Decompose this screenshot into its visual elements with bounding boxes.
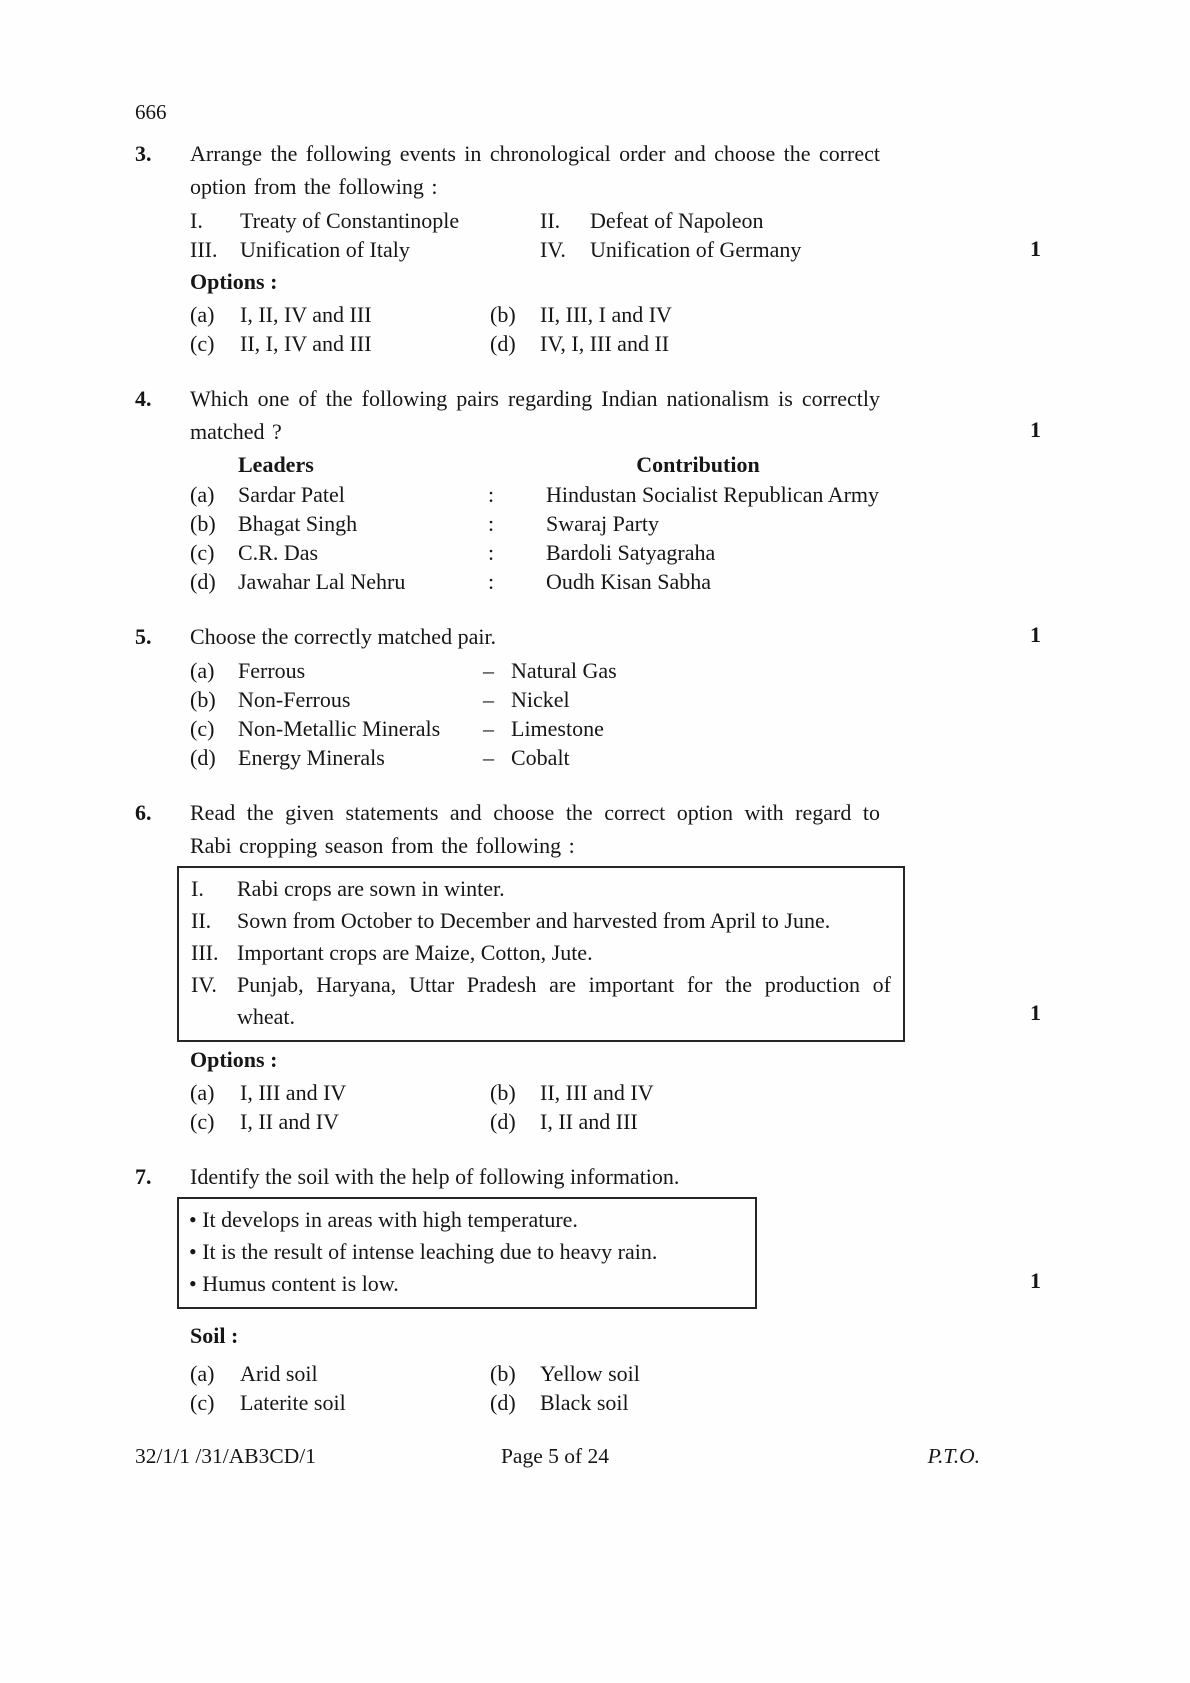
- question-4: [135, 382, 1130, 596]
- options-list: [190, 300, 905, 358]
- marks-value: 1: [1030, 1000, 1041, 1025]
- option-text: IV, I, III and II: [540, 331, 670, 356]
- pair-left: Ferrous: [238, 658, 306, 683]
- statement-text: Punjab, Haryana, Uttar Pradesh are important for the production of wheat.: [237, 972, 891, 1029]
- question-number: 5.: [135, 624, 152, 649]
- pair-left: Energy Minerals: [238, 745, 385, 770]
- separator: :: [488, 569, 495, 594]
- paper-code: 32/1/1 /31/AB3CD/1: [135, 1444, 316, 1468]
- dash: –: [483, 745, 494, 770]
- clue-bullet: • Humus content is low.: [189, 1271, 399, 1296]
- option-key: (b): [490, 1080, 516, 1105]
- option-key: (c): [190, 1390, 215, 1415]
- statement-text: Rabi crops are sown in winter.: [237, 876, 505, 901]
- option-key: (a): [190, 1361, 215, 1386]
- option-text: I, III and IV: [240, 1080, 347, 1105]
- event-num: I.: [190, 208, 203, 233]
- option-text: Laterite soil: [240, 1390, 346, 1415]
- option-key: (c): [190, 1109, 215, 1134]
- question-number: 6.: [135, 800, 152, 825]
- pair-right: Natural Gas: [511, 658, 617, 683]
- clues-box: [177, 1197, 757, 1309]
- question-text: Read the given statements and choose the correct option with regard to Rabi cropping season from the following :: [190, 800, 880, 858]
- contribution-text: Hindustan Socialist Republican Army: [546, 482, 880, 507]
- statement-num: IV.: [191, 972, 217, 997]
- question-6: [135, 796, 1130, 1136]
- question-3: [135, 137, 1130, 358]
- question-5: [135, 620, 1130, 772]
- pair-right: Limestone: [511, 716, 604, 741]
- statements-list: [191, 873, 891, 1033]
- options-label: Options :: [190, 269, 278, 294]
- question-body: [190, 1160, 905, 1417]
- row-key: (a): [190, 658, 215, 683]
- question-number: 3.: [135, 141, 152, 166]
- separator: :: [488, 482, 495, 507]
- statement-text: Sown from October to December and harvested from April to June.: [237, 908, 831, 933]
- pair-right: Nickel: [511, 687, 570, 712]
- option-text: I, II, IV and III: [240, 302, 372, 327]
- pair-right: Cobalt: [511, 745, 570, 770]
- option-text: I, II and III: [540, 1109, 638, 1134]
- leader-name: C.R. Das: [238, 540, 319, 565]
- leader-name: Jawahar Lal Nehru: [238, 569, 406, 594]
- question-text: Which one of the following pairs regarding Indian nationalism is correctly matched ?: [190, 386, 880, 444]
- row-key: (c): [190, 540, 215, 565]
- page-indicator-text: Page 5 of 24: [500, 1444, 610, 1468]
- contribution-text: Oudh Kisan Sabha: [546, 569, 711, 594]
- leader-name: Sardar Patel: [238, 482, 345, 507]
- option-key: (b): [490, 302, 516, 327]
- marks-value: 1: [1030, 622, 1041, 647]
- option-text: Yellow soil: [540, 1361, 640, 1386]
- option-key: (b): [490, 1361, 516, 1386]
- option-key: (d): [490, 1109, 516, 1134]
- column-header-leaders: Leaders: [238, 452, 314, 477]
- question-text: Choose the correctly matched pair.: [190, 624, 497, 649]
- options-label: Options :: [190, 1047, 278, 1072]
- row-key: (b): [190, 511, 216, 536]
- option-text: Black soil: [540, 1390, 629, 1415]
- corner-code: 666: [135, 100, 167, 124]
- question-7: [135, 1160, 1130, 1417]
- soil-label: Soil :: [190, 1323, 239, 1348]
- option-key: (a): [190, 1080, 215, 1105]
- pto-label: P.T.O.: [927, 1444, 980, 1468]
- question-text: Arrange the following events in chronological order and choose the correct option from the following :: [190, 141, 880, 199]
- event-text: Treaty of Constantinople: [240, 208, 460, 233]
- separator: :: [488, 511, 495, 536]
- options-list: [190, 1078, 905, 1136]
- question-body: [190, 796, 905, 1136]
- match-table-rows: [190, 480, 905, 596]
- row-key: (d): [190, 745, 216, 770]
- page-footer: [135, 1444, 1130, 1504]
- pair-rows: [190, 656, 905, 772]
- row-key: (b): [190, 687, 216, 712]
- option-text: I, II and IV: [240, 1109, 339, 1134]
- dash: –: [483, 687, 494, 712]
- event-num: III.: [190, 237, 218, 262]
- option-text: II, I, IV and III: [240, 331, 372, 356]
- option-text: II, III and IV: [540, 1080, 654, 1105]
- row-key: (d): [190, 569, 216, 594]
- contribution-text: Bardoli Satyagraha: [546, 540, 716, 565]
- event-text: Unification of Italy: [240, 237, 410, 262]
- event-num: II.: [540, 208, 561, 233]
- dash: –: [483, 716, 494, 741]
- option-text: II, III, I and IV: [540, 302, 672, 327]
- option-key: (c): [190, 331, 215, 356]
- question-number: 4.: [135, 386, 152, 411]
- statement-text: Important crops are Maize, Cotton, Jute.: [237, 940, 593, 965]
- statement-num: I.: [191, 876, 204, 901]
- leader-name: Bhagat Singh: [238, 511, 358, 536]
- clue-bullet: • It is the result of intense leaching due to heavy rain.: [189, 1239, 658, 1264]
- marks-value: 1: [1030, 236, 1041, 261]
- match-table-header: [190, 450, 905, 480]
- question-body: [190, 620, 905, 772]
- statement-num: III.: [191, 940, 219, 965]
- row-key: (a): [190, 482, 215, 507]
- pair-left: Non-Metallic Minerals: [238, 716, 441, 741]
- options-list: [190, 1359, 905, 1417]
- event-text: Unification of Germany: [590, 237, 802, 262]
- marks-value: 1: [1030, 1268, 1041, 1293]
- page-indicator: [420, 1444, 690, 1469]
- marks-value: 1: [1030, 417, 1041, 442]
- option-key: (a): [190, 302, 215, 327]
- pair-left: Non-Ferrous: [238, 687, 351, 712]
- contribution-text: Swaraj Party: [546, 511, 660, 536]
- question-number: 7.: [135, 1164, 152, 1189]
- event-text: Defeat of Napoleon: [590, 208, 764, 233]
- question-body: [190, 137, 905, 358]
- column-header-contribution: Contribution: [636, 452, 760, 477]
- option-key: (d): [490, 331, 516, 356]
- clue-bullet: • It develops in areas with high temperature.: [189, 1207, 578, 1232]
- option-text: Arid soil: [240, 1361, 318, 1386]
- statements-box: [177, 866, 905, 1042]
- question-body: [190, 382, 905, 596]
- row-key: (c): [190, 716, 215, 741]
- event-num: IV.: [540, 237, 566, 262]
- separator: :: [488, 540, 495, 565]
- dash: –: [483, 658, 494, 683]
- option-key: (d): [490, 1390, 516, 1415]
- events-list: [190, 206, 905, 264]
- question-text: Identify the soil with the help of following information.: [190, 1164, 680, 1189]
- statement-num: II.: [191, 908, 212, 933]
